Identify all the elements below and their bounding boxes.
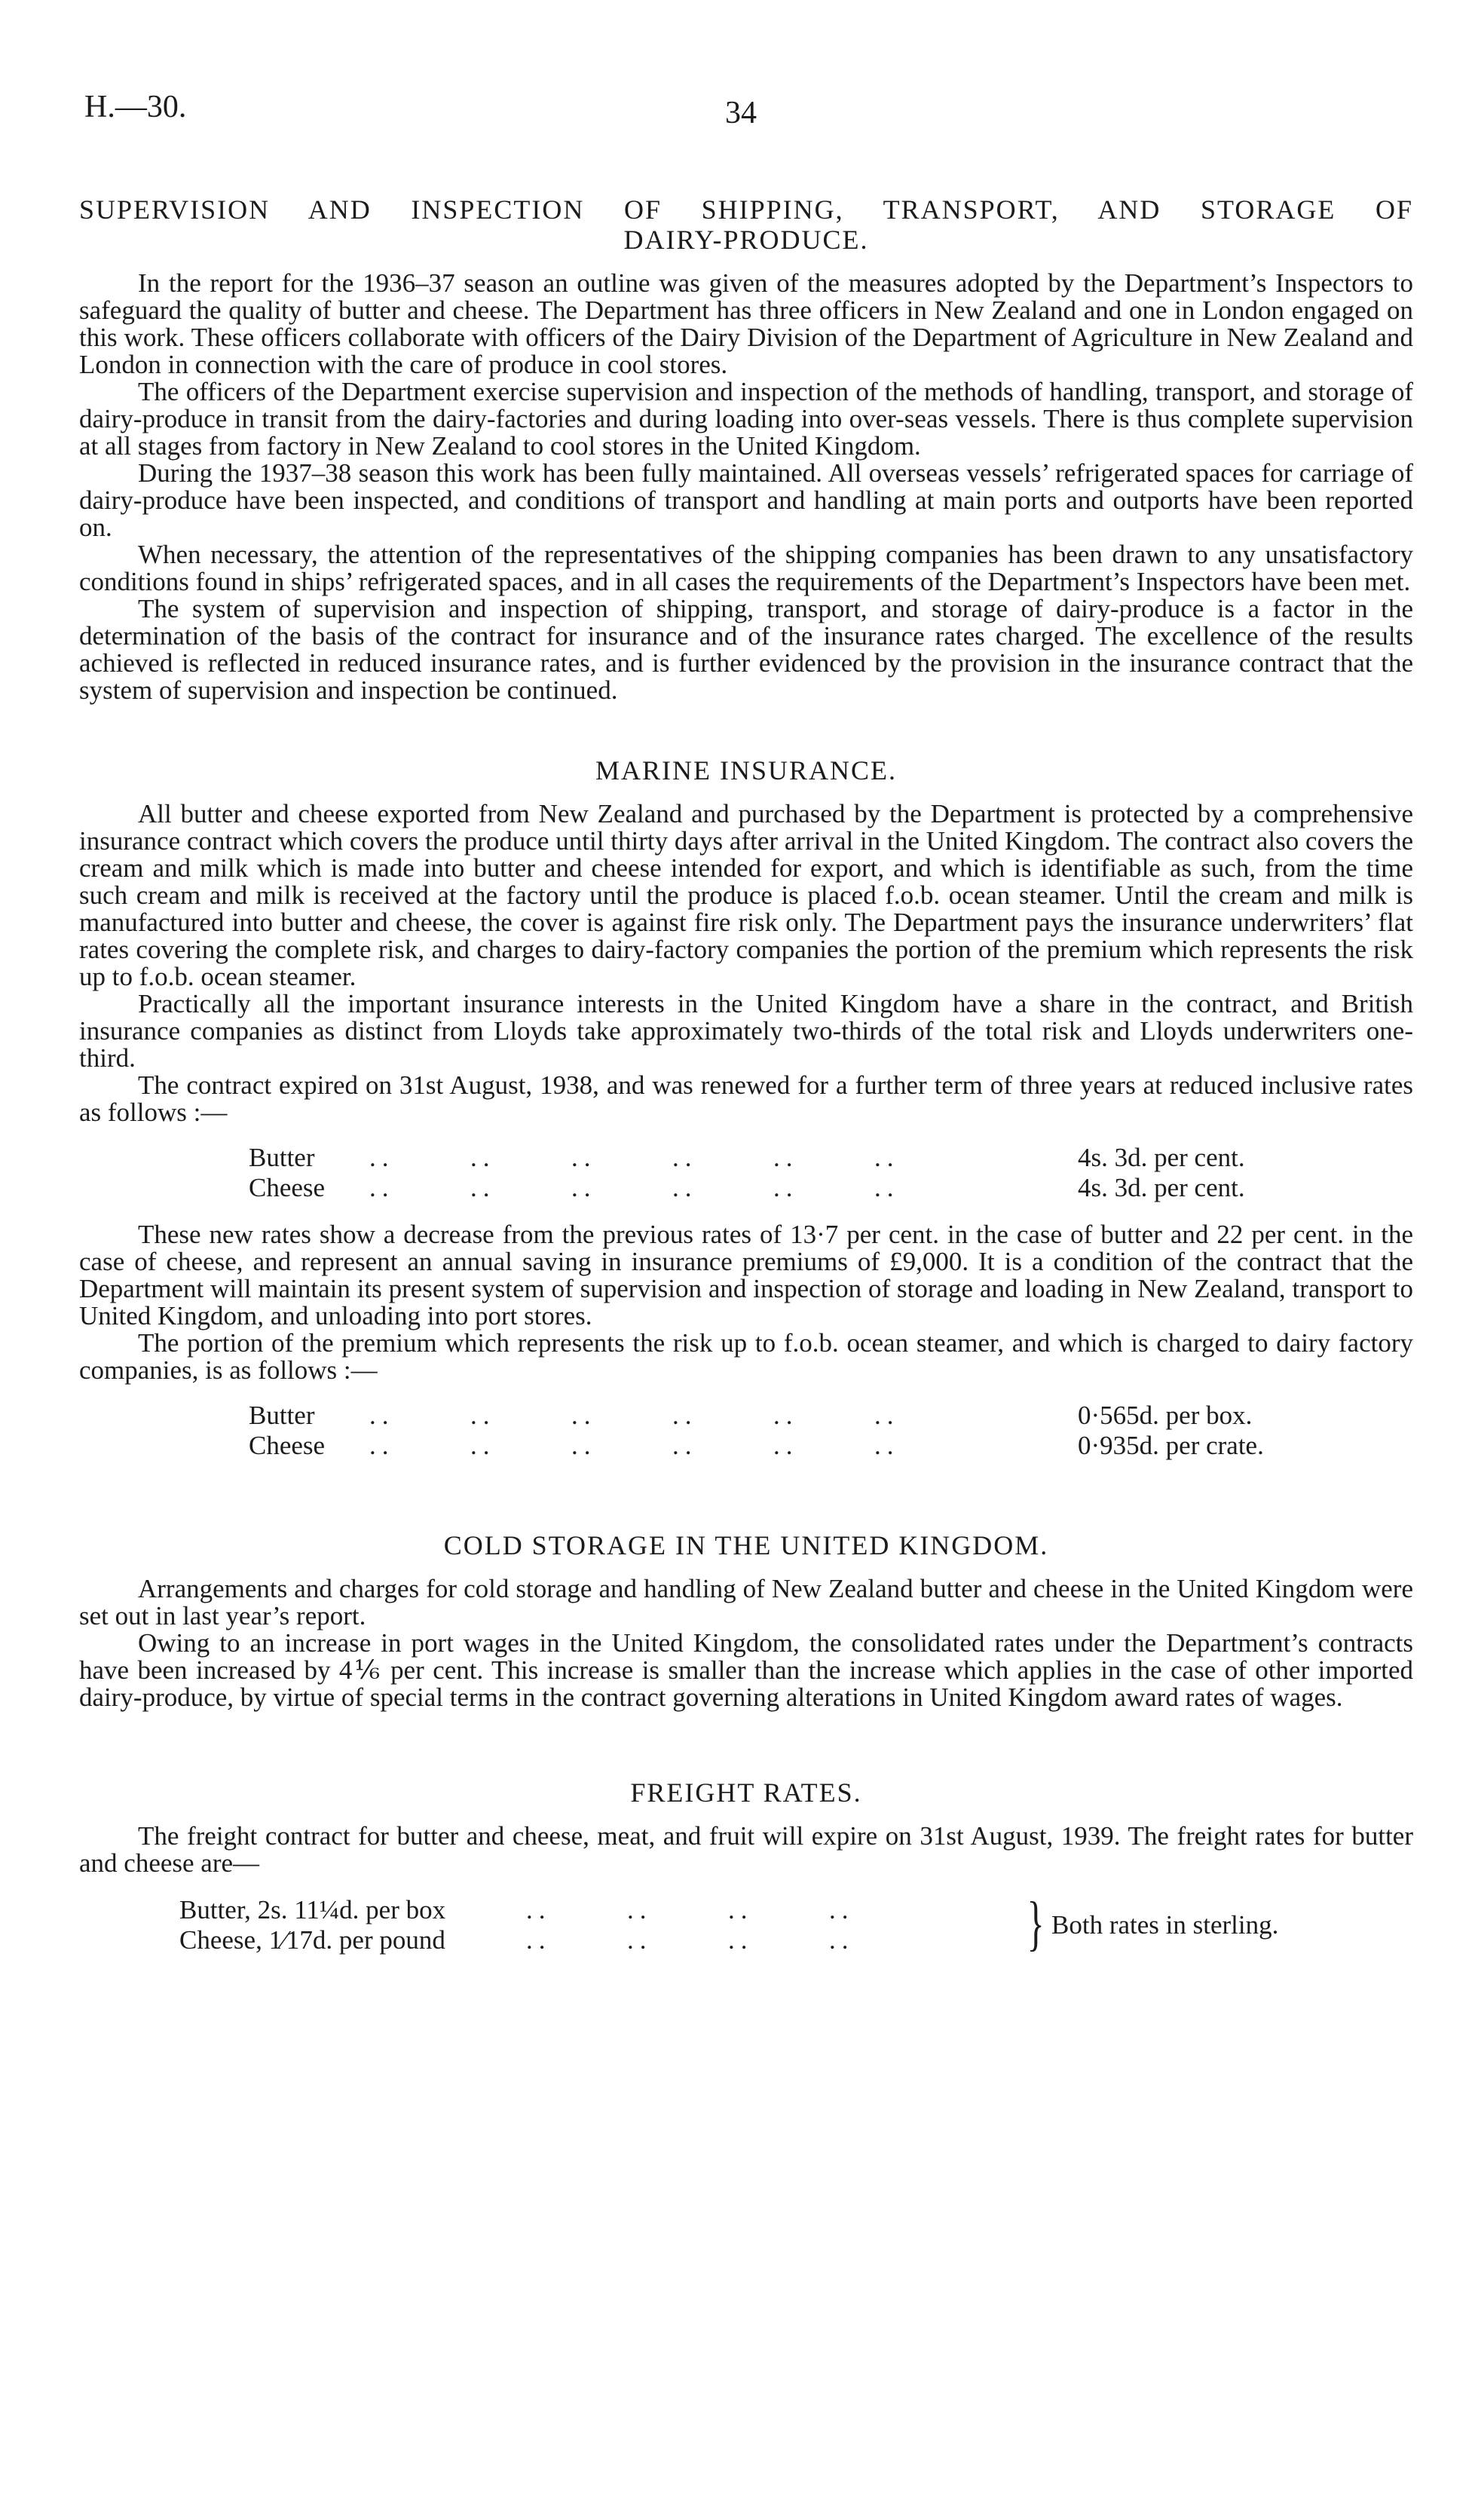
paragraph: In the report for the 1936–37 season an outline was given of the measures adopted by the Department’s Inspectors to safeguard the quality of butter and cheese. The Department has three officers in New Zealand and one in London engaged on this work. These officers collaborate with officers of the Dairy Division of the Department of Agriculture in New Zealand and London in connection with the care of produce in cool stores. [79,268,1413,379]
document-body [79,194,1413,1957]
freight-item: Butter, 2s. 11¼d. per box [179,1895,446,1924]
section-title-supervision-line2: DAIRY-PRODUCE. [623,225,869,255]
rate-value: 0·565d. per box. [1078,1401,1253,1430]
paragraph: Arrangements and charges for cold storage and handling of New Zealand butter and cheese in the United Kingdom were set out in last year’s report. [79,1574,1413,1630]
paragraph: All butter and cheese exported from New Zealand and purchased by the Department is protected by a comprehensive insurance contract which covers the produce until thirty days after arrival in the United Kingdom. The contract also covers the cream and milk which is made into butter and cheese intended for export, and which is identifiable as such, from the time such cream and milk is received at the factory until the produce is placed f.o.b. ocean steamer. Until the cream and milk is manufactured into butter and cheese, the cover is against fire risk only. The Department pays the insurance underwriters’ flat rates covering the complete risk, and charges to dairy-factory companies the portion of the premium which represents the risk up to f.o.b. ocean steamer. [79,799,1413,991]
section-title-marine-insurance: MARINE INSURANCE. [595,755,897,785]
leader-dots: .. .. .. .. [526,1895,855,1924]
rate-value: 4s. 3d. per cent. [1078,1143,1245,1172]
freight-row [179,1897,903,1924]
insurance-rates-table [79,1144,1413,1205]
leader-dots: .. .. .. .. [526,1925,855,1955]
brace-icon: } [1027,1891,1045,1957]
premium-rates-table [79,1402,1413,1462]
paragraph: The system of supervision and inspection of shipping, transport, and storage of dairy-produce is a factor in the determination of the basis of the contract for insurance and of the insurance rates charged. The excellence of the results achieved is reflected in reduced insurance rates, and is further evidenced by the provision in the insurance contract that the system of supervision and inspection be continued. [79,594,1413,705]
paragraph: The officers of the Department exercise supervision and inspection of the methods of handling, transport, and storage of dairy-produce in transit from the dairy-factories and during loading into over-seas vessels. There is thus complete supervision at all stages from factory in New Zealand to cool stores in the United Kingdom. [79,377,1413,461]
paragraph: The contract expired on 31st August, 1938, and was renewed for a further term of three years at reduced inclusive rates as follows :— [79,1070,1413,1127]
rate-row [79,1432,1413,1462]
page-number: 34 [725,96,757,130]
leader-dots: .. .. .. .. .. .. [369,1143,900,1172]
rate-item: Butter [249,1401,315,1430]
rate-value: 4s. 3d. per cent. [1078,1173,1245,1202]
freight-item: Cheese, 1⁄17d. per pound [179,1925,445,1955]
paragraph: Owing to an increase in port wages in the United Kingdom, the consolidated rates under the Department’s contracts have been increased by 4⅙ per cent. This increase is smaller than the increase which applies in the case of other imported dairy-produce, by virtue of special terms in the contract governing alterations in United Kingdom award rates of wages. [79,1628,1413,1712]
section-title-cold-storage: COLD STORAGE IN THE UNITED KINGDOM. [443,1530,1049,1560]
leader-dots: .. .. .. .. .. .. [369,1401,900,1430]
freight-rates-table [79,1891,1413,1957]
rate-item: Cheese [249,1173,326,1202]
section-title-supervision: SUPERVISION AND INSPECTION OF SHIPPING, TRANSPORT, AND STORAGE OF [79,194,1413,225]
paragraph: During the 1937–38 season this work has been fully maintained. All overseas vessels’ refrigerated spaces for carriage of dairy-produce have been inspected, and conditions of transport and handling at main ports and outports have been reported on. [79,458,1413,542]
paragraph: The freight contract for butter and cheese, meat, and fruit will expire on 31st August, 1939. The freight rates for butter and cheese are— [79,1821,1413,1878]
rate-item: Cheese [249,1431,326,1460]
rate-row [79,1402,1413,1432]
section-title-freight-rates: FREIGHT RATES. [630,1777,862,1808]
paragraph: These new rates show a decrease from the previous rates of 13·7 per cent. in the case of butter and 22 per cent. in the case of cheese, and represent an annual saving in insurance premiums of £9,000. It is a condition of the contract that the Department will maintain its present system of supervision and inspection of storage and loading in New Zealand, transport to United Kingdom, and unloading into port stores. [79,1220,1413,1330]
rate-row [79,1174,1413,1205]
rate-item: Butter [249,1143,315,1172]
rate-value: 0·935d. per crate. [1078,1431,1264,1460]
paragraph: When necessary, the attention of the representatives of the shipping companies has been drawn to any unsatisfactory conditions found in ships’ refrigerated spaces, and in all cases the requirements of the Department’s Inspectors have been met. [79,540,1413,596]
freight-note: Both rates in sterling. [1051,1910,1279,1940]
leader-dots: .. .. .. .. .. .. [369,1173,900,1202]
document-code: H.—30. [84,90,187,124]
rate-row [79,1144,1413,1174]
paragraph: The portion of the premium which represents the risk up to f.o.b. ocean steamer, and which is charged to dairy factory companies, is as follows :— [79,1328,1413,1385]
leader-dots: .. .. .. .. .. .. [369,1431,900,1460]
freight-row [179,1927,903,1954]
paragraph: Practically all the important insurance interests in the United Kingdom have a share in the contract, and British insurance companies as distinct from Lloyds take approximately two-thirds of the total risk and Lloyds underwriters one-third. [79,989,1413,1073]
